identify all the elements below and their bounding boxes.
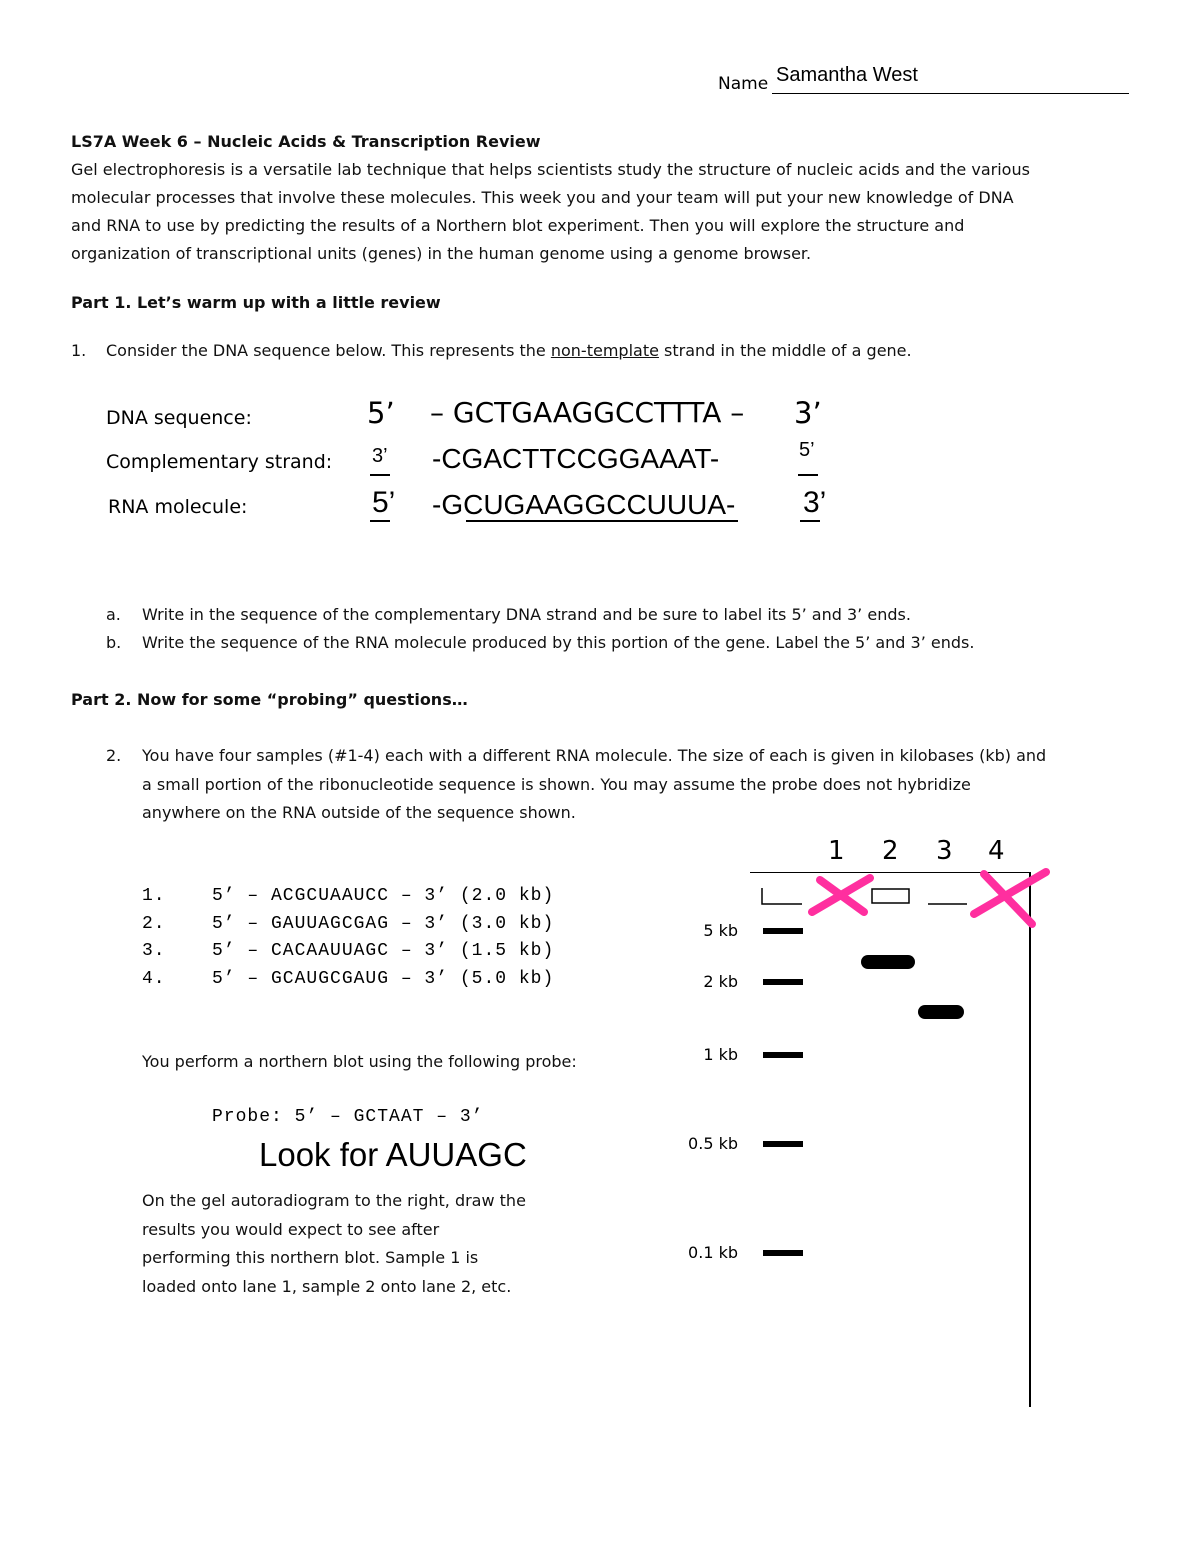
ladder-band-1kb (763, 1052, 803, 1058)
sample-4-number: 4. (142, 969, 166, 989)
probe-sequence: Probe: 5’ – GCTAAT – 3’ (212, 1107, 484, 1127)
ladder-label-0.5kb: 0.5 kb (688, 1134, 738, 1153)
intro-line-3: and RNA to use by predicting the results of a Northern blot experiment. Then you will explore the structure and (71, 216, 965, 235)
ladder-band-5kb (763, 928, 803, 934)
well-2 (872, 889, 909, 903)
q1-text (106, 337, 912, 365)
intro-line-2: molecular processes that involve these molecules. This week you and your team will put your new knowledge of DNA (71, 188, 1014, 207)
complementary-left-blank (370, 474, 390, 476)
rna-left-end[interactable]: 5’ (372, 486, 396, 519)
subq-a-letter: a. (106, 605, 121, 624)
rna-label: RNA molecule: (108, 496, 248, 518)
well-1 (762, 888, 802, 904)
name-label: Name (718, 74, 769, 94)
dna-left-end: 5’ (367, 396, 395, 430)
q1-text-after: strand in the middle of a gene. (658, 341, 912, 360)
document-title: LS7A Week 6 – Nucleic Acids & Transcription Review (71, 132, 541, 151)
sample-2-sequence: 5’ – GAUUAGCGAG – 3’ (3.0 kb) (212, 914, 555, 934)
name-underline (772, 93, 1129, 94)
ladder-band-0.5kb (763, 1141, 803, 1147)
q2-line-3: anywhere on the RNA outside of the sequence shown. (142, 803, 576, 822)
instructions-line-3: performing this northern blot. Sample 1 is (142, 1248, 479, 1267)
dna-right-end: 3’ (794, 396, 822, 430)
rna-sequence-blank (466, 520, 738, 522)
complementary-right-blank (798, 474, 818, 476)
subq-a-text: Write in the sequence of the complementary DNA strand and be sure to label its 5’ and 3’ ends. (142, 605, 911, 624)
x-mark-lane-1[interactable] (808, 872, 874, 916)
dna-sequence: – GCTGAAGGCCTTTA – (430, 396, 745, 429)
complementary-right-end[interactable]: 5’ (799, 439, 815, 461)
lane-number-3: 3 (936, 836, 953, 866)
sample-3-sequence: 5’ – CACAAUUAGC – 3’ (1.5 kb) (212, 941, 555, 961)
sample-1-number: 1. (142, 886, 166, 906)
dna-label: DNA sequence: (106, 407, 252, 429)
q1-number: 1. (71, 341, 87, 360)
band-lane-3[interactable] (918, 1005, 964, 1019)
intro-line-4: organization of transcriptional units (genes) in the human genome using a genome browser. (71, 244, 812, 263)
q1-underlined-term: non-template (550, 341, 659, 360)
complementary-left-end[interactable]: 3’ (372, 445, 388, 467)
complementary-sequence[interactable]: -CGACTTCCGGAAAT- (432, 443, 720, 474)
intro-line-1: Gel electrophoresis is a versatile lab technique that helps scientists study the structure of nucleic acids and the various (71, 160, 1030, 179)
lane-number-2: 2 (882, 836, 899, 866)
instructions-line-1: On the gel autoradiogram to the right, draw the (142, 1191, 526, 1210)
rna-left-blank (370, 520, 390, 522)
subq-b-letter: b. (106, 633, 122, 652)
band-lane-2[interactable] (861, 955, 915, 969)
ladder-band-2kb (763, 979, 803, 985)
complementary-label: Complementary strand: (106, 451, 333, 473)
ladder-label-1kb: 1 kb (703, 1045, 738, 1064)
rna-right-end[interactable]: 3’ (803, 486, 827, 519)
sample-1-sequence: 5’ – ACGCUAAUCC – 3’ (2.0 kb) (212, 886, 555, 906)
name-field[interactable]: Samantha West (776, 64, 918, 86)
instructions-line-2: results you would expect to see after (142, 1220, 440, 1239)
ladder-label-5kb: 5 kb (703, 921, 738, 940)
ladder-label-2kb: 2 kb (703, 972, 738, 991)
part1-heading: Part 1. Let’s warm up with a little review (71, 293, 441, 312)
ladder-label-0.1kb: 0.1 kb (688, 1243, 738, 1262)
instructions-line-4: loaded onto lane 1, sample 2 onto lane 2, etc. (142, 1277, 512, 1296)
gel-right-edge (1029, 872, 1031, 1407)
probe-intro: You perform a northern blot using the following probe: (142, 1052, 577, 1071)
q2-line-2: a small portion of the ribonucleotide sequence is shown. You may assume the probe does not hybridize (142, 775, 971, 794)
x-mark-lane-4[interactable] (968, 866, 1052, 930)
rna-sequence[interactable]: -GCUGAAGGCCUUUA- (432, 489, 736, 520)
q2-number: 2. (106, 746, 122, 765)
lane-number-1: 1 (828, 836, 845, 866)
lane-number-4: 4 (988, 836, 1005, 866)
sample-2-number: 2. (142, 914, 166, 934)
subq-b-text: Write the sequence of the RNA molecule produced by this portion of the gene. Label the 5’ and 3’ ends. (142, 633, 975, 652)
sample-3-number: 3. (142, 941, 166, 961)
q1-text-before: Consider the DNA sequence below. This represents the (106, 341, 551, 360)
q2-line-1: You have four samples (#1-4) each with a different RNA molecule. The size of each is given in kilobases (kb) and (142, 746, 1047, 765)
part2-heading: Part 2. Now for some “probing” questions… (71, 690, 468, 709)
handwritten-note[interactable]: Look for AUUAGC (259, 1136, 527, 1173)
rna-right-blank (800, 520, 820, 522)
ladder-band-0.1kb (763, 1250, 803, 1256)
sample-4-sequence: 5’ – GCAUGCGAUG – 3’ (5.0 kb) (212, 969, 555, 989)
